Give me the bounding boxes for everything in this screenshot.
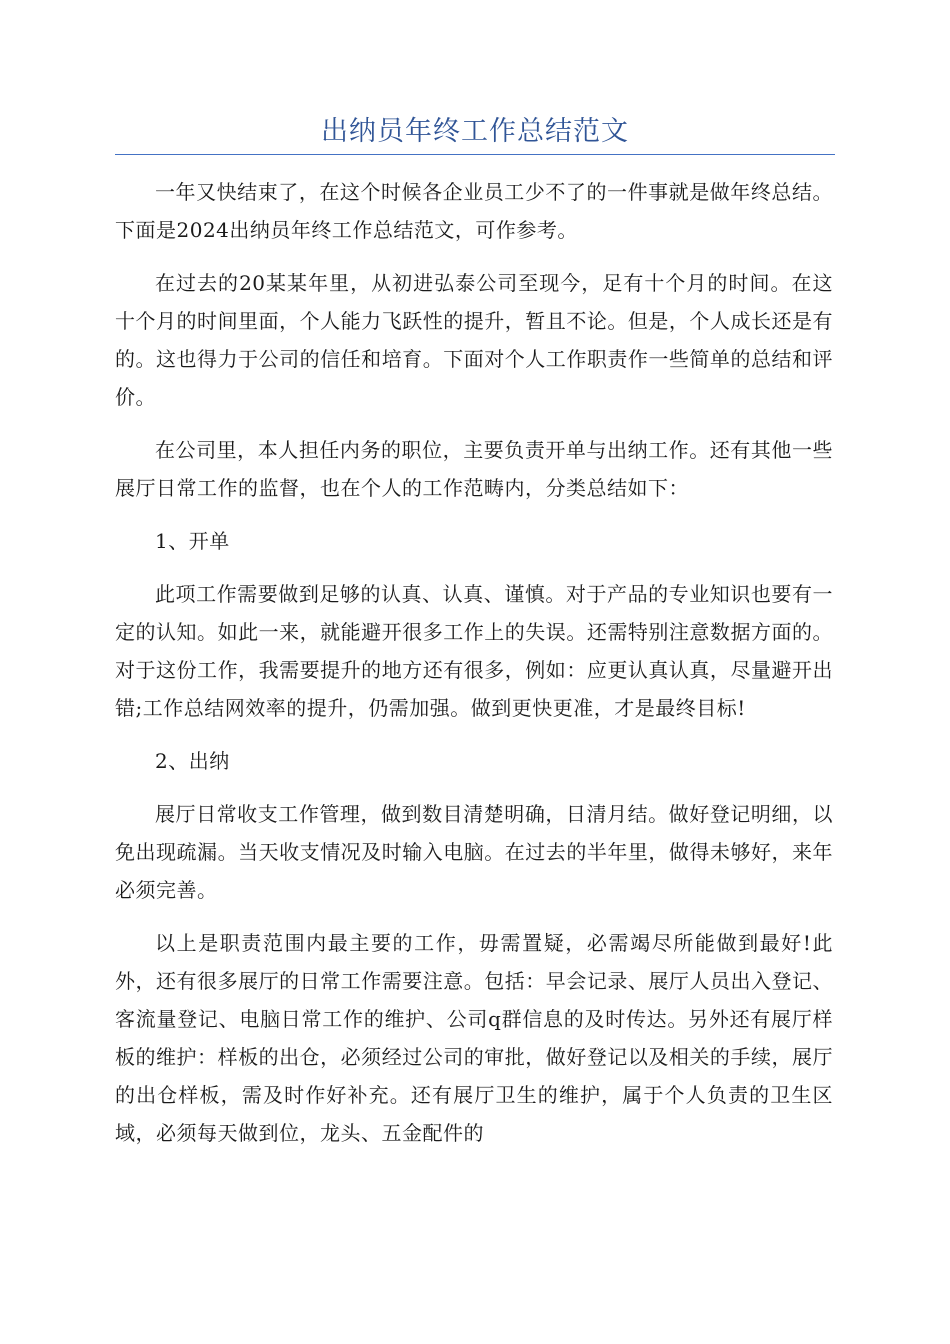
title-underline xyxy=(115,154,835,155)
section-heading-cashier: 2、出纳 xyxy=(155,749,230,773)
document-body xyxy=(115,173,833,1167)
paragraph-intro: 一年又快结束了，在这个时候各企业员工少不了的一件事就是做年终总结。下面是2024出纳员年终工作总结范文，可作参考。 xyxy=(115,180,833,242)
section-heading-billing: 1、开单 xyxy=(155,529,230,553)
paragraph-duties: 在公司里，本人担任内务的职位，主要负责开单与出纳工作。还有其他一些展厅日常工作的监督，也在个人的工作范畴内，分类总结如下： xyxy=(115,438,833,500)
paragraph-cashier: 展厅日常收支工作管理，做到数目清楚明确，日清月结。做好登记明细，以免出现疏漏。当天收支情况及时输入电脑。在过去的半年里，做得未够好，来年必须完善。 xyxy=(115,802,833,902)
paragraph-other-duties: 以上是职责范围内最主要的工作，毋需置疑，必需竭尽所能做到最好!此外，还有很多展厅的日常工作需要注意。包括：早会记录、展厅人员出入登记、客流量登记、电脑日常工作的维护、公司q群信息的及时传达。另外还有展厅样板的维护：样板的出仓，必须经过公司的审批，做好登记以及相关的手续，展厅的出仓样板，需及时作好补充。还有展厅卫生的维护，属于个人负责的卫生区域，必须每天做到位，龙头、五金配件的 xyxy=(115,931,833,1145)
document-title: 出纳员年终工作总结范文 xyxy=(321,116,629,147)
paragraph-billing: 此项工作需要做到足够的认真、认真、谨慎。对于产品的专业知识也要有一定的认知。如此一来，就能避开很多工作上的失误。还需特别注意数据方面的。对于这份工作，我需要提升的地方还有很多，例如：应更认真认真，尽量避开出错;工作总结网效率的提升，仍需加强。做到更快更准，才是最终目标! xyxy=(115,582,833,720)
paragraph-past-year: 在过去的20某某年里，从初进弘泰公司至现今，足有十个月的时间。在这十个月的时间里面，个人能力飞跃性的提升，暂且不论。但是，个人成长还是有的。这也得力于公司的信任和培育。下面对个人工作职责作一些简单的总结和评价。 xyxy=(115,271,833,409)
